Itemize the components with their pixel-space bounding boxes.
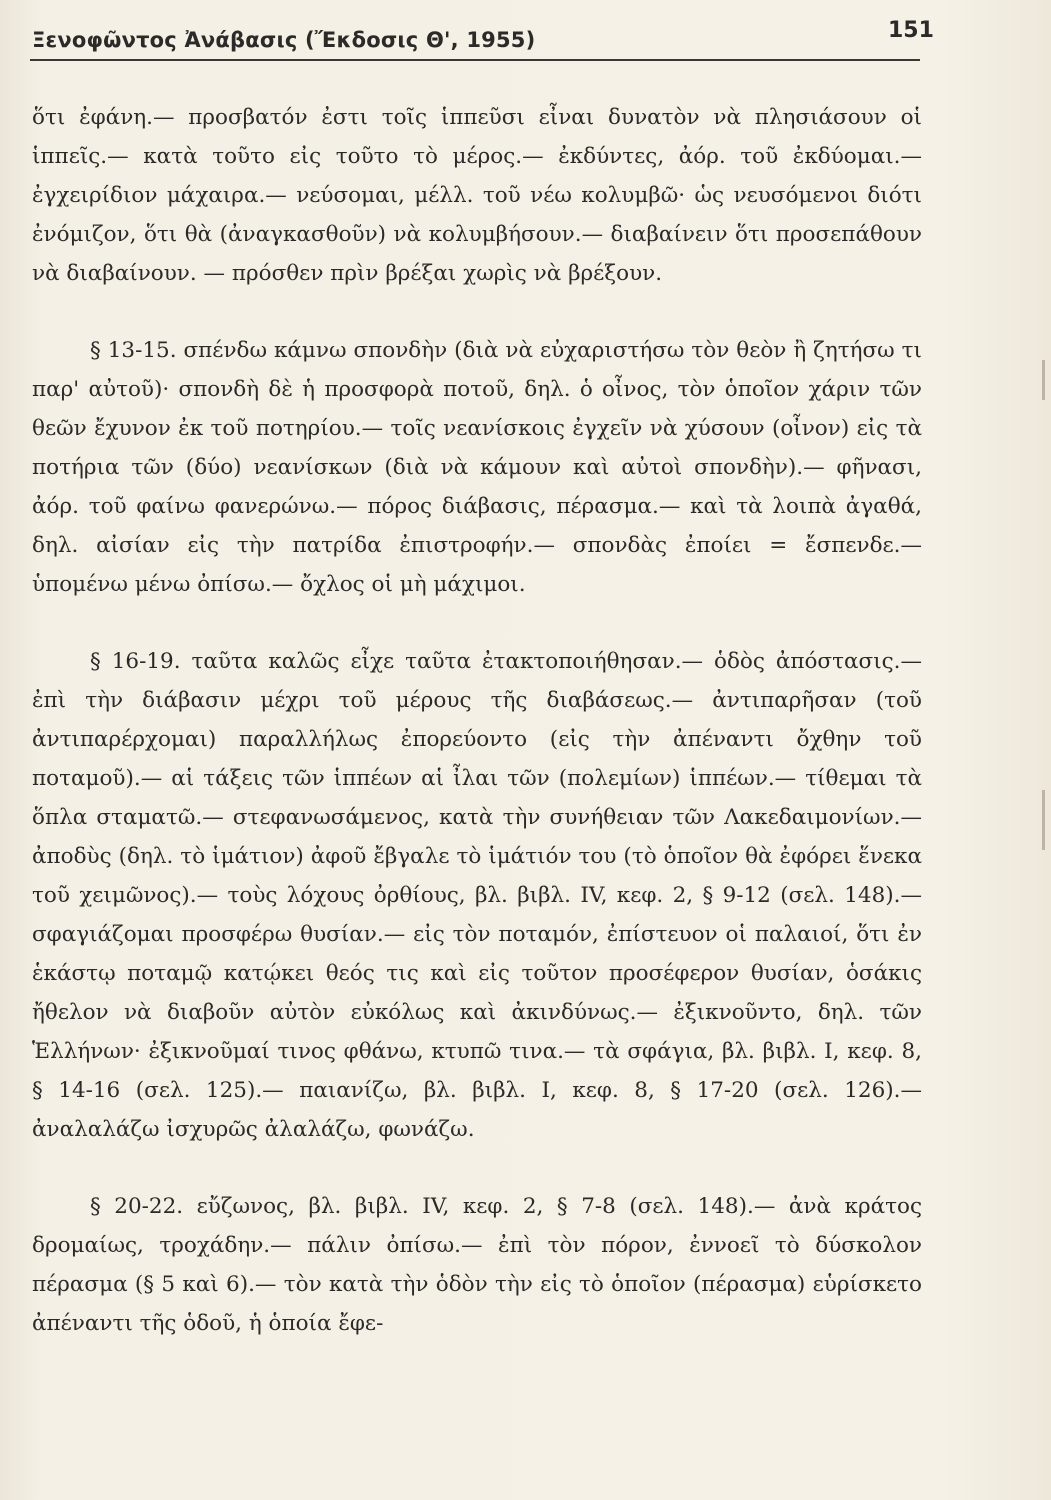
page-number: 151 (888, 18, 934, 43)
paragraph-section-20-22: § 20-22. εὔζωνος, βλ. βιβλ. IV, κεφ. 2, § 7-8 (σελ. 148).— ἀνὰ κράτος δρομαίως, τροχάδην.— πάλιν ὀπίσω.— ἐπὶ τὸν πόρον, ἐννοεῖ τὸ δύσκολον πέρασμα (§ 5 καὶ 6).— τὸν κατὰ τὴν ὁδὸν τὴν εἰς τὸ ὁποῖον (πέρασμα) εὑρίσκετο ἀπέναντι τῆς ὁδοῦ, ἡ ὁποία ἔφε- (32, 1194, 922, 1336)
paragraph-continuation: ὅτι ἐφάνη.— προσβατόν ἐστι τοῖς ἱππεῦσι εἶναι δυνατὸν νὰ πλησιάσουν οἱ ἱππεῖς.— κατὰ τοῦτο εἰς τοῦτο τὸ μέρος.— ἐκδύντες, ἀόρ. τοῦ ἐκδύομαι.— ἐγχειρίδιον μάχαιρα.— νεύσομαι, μέλλ. τοῦ νέω κολυμβῶ· ὡς νευσόμενοι διότι ἐνόμιζον, ὅτι θὰ (ἀναγκασθοῦν) νὰ κολυμβήσουν.— διαβαίνειν ὅτι προσεπάθουν νὰ διαβαίνουν. — πρόσθεν πρὶν βρέξαι χωρὶς νὰ βρέξουν. (32, 105, 922, 286)
header-rule (30, 59, 920, 61)
page-edge-mark (1042, 790, 1045, 850)
commentary-body (32, 98, 922, 1343)
page-header (32, 18, 932, 62)
paragraph-section-16-19: § 16-19. ταῦτα καλῶς εἶχε ταῦτα ἐτακτοποιήθησαν.— ὁδὸς ἀπόστασις.— ἐπὶ τὴν διάβασιν μέχρι τοῦ μέρους τῆς διαβάσεως.— ἀντιπαρῆσαν (τοῦ ἀντιπαρέρχομαι) παραλλήλως ἐπορεύοντο (εἰς τὴν ἀπέναντι ὄχθην τοῦ ποταμοῦ).— αἱ τάξεις τῶν ἱππέων αἱ ἶλαι τῶν (πολεμίων) ἱππέων.— τίθεμαι τὰ ὅπλα σταματῶ.— στεφανωσάμενος, κατὰ τὴν συνήθειαν τῶν Λακεδαιμονίων.— ἀποδὺς (δηλ. τὸ ἱμάτιον) ἀφοῦ ἔβγαλε τὸ ἱμάτιόν του (τὸ ὁποῖον θὰ ἐφόρει ἕνεκα τοῦ χειμῶνος).— τοὺς λόχους ὀρθίους, βλ. βιβλ. IV, κεφ. 2, § 9-12 (σελ. 148).— σφαγιάζομαι προσφέρω θυσίαν.— εἰς τὸν ποταμόν, ἐπίστευον οἱ παλαιοί, ὅτι ἐν ἑκάστῳ ποταμῷ κατῴκει θεός τις καὶ εἰς τοῦτον προσέφερον θυσίαν, ὁσάκις ἤθελον νὰ διαβοῦν αὐτὸν εὐκόλως καὶ ἀκινδύνως.— ἐξικνοῦντο, δηλ. τῶν Ἑλλήνων· ἐξικνοῦμαί τινος φθάνω, κτυπῶ τινα.— τὰ σφάγια, βλ. βιβλ. I, κεφ. 8, § 14-16 (σελ. 125).— παιανίζω, βλ. βιβλ. I, κεφ. 8, § 17-20 (σελ. 126).— ἀναλαλάζω ἰσχυρῶς ἀλαλάζω, φωνάζω. (32, 649, 922, 1142)
paragraph-section-13-15: § 13-15. σπένδω κάμνω σπονδὴν (διὰ νὰ εὐχαριστήσω τὸν θεὸν ἢ ζητήσω τι παρ' αὐτοῦ)· σπονδὴ δὲ ἡ προσφορὰ ποτοῦ, δηλ. ὁ οἶνος, τὸν ὁποῖον χάριν τῶν θεῶν ἔχυνον ἐκ τοῦ ποτηρίου.— τοῖς νεανίσκοις ἐγχεῖν νὰ χύσουν (οἶνον) εἰς τὰ ποτήρια τῶν (δύο) νεανίσκων (διὰ νὰ κάμουν καὶ αὐτοὶ σπονδὴν).— φῆνασι, ἀόρ. τοῦ φαίνω φανερώνω.— πόρος διάβασις, πέρασμα.— καὶ τὰ λοιπὰ ἀγαθά, δηλ. αἰσίαν εἰς τὴν πατρίδα ἐπιστροφήν.— σπονδὰς ἐποίει = ἔσπενδε.— ὑπομένω μένω ὀπίσω.— ὄχλος οἱ μὴ μάχιμοι. (32, 338, 922, 597)
running-title: Ξενοφῶντος Ἀνάβασις (Ἔκδοσις Θ', 1955) (32, 28, 536, 52)
page-edge-mark (1042, 360, 1045, 400)
